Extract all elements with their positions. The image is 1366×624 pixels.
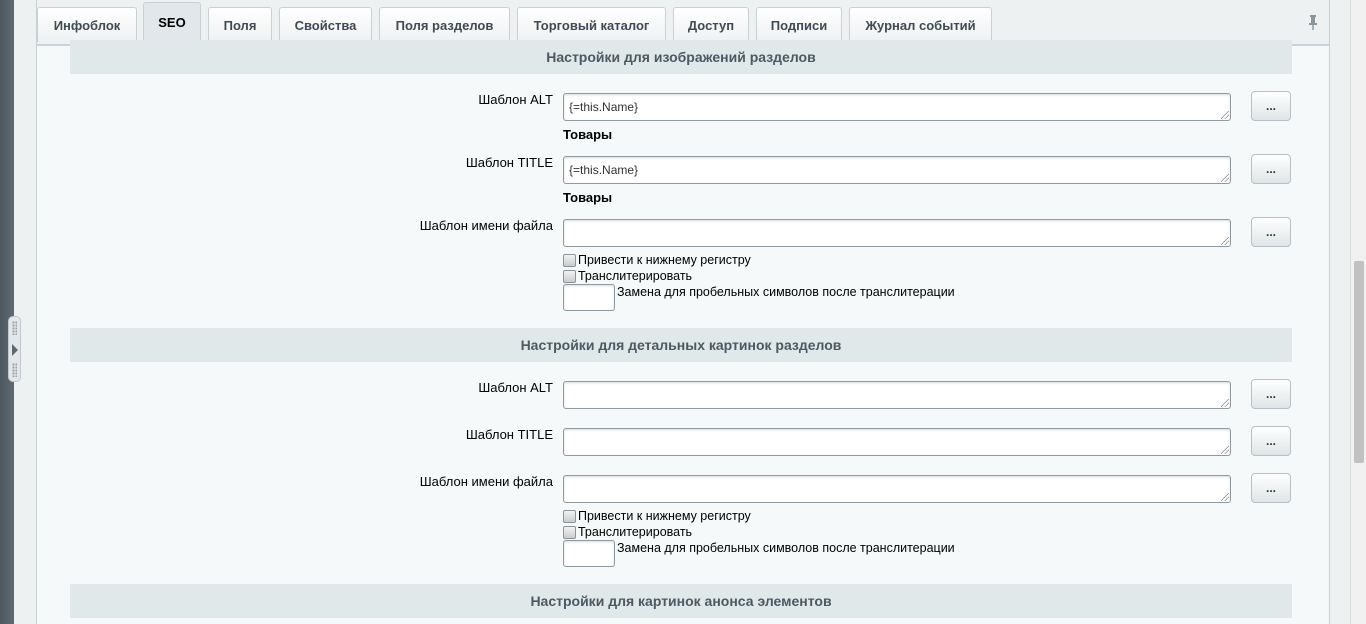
space-replace-input[interactable] <box>563 284 615 311</box>
settings-container <box>36 0 1330 624</box>
tab-infoblock[interactable]: Инфоблок <box>37 7 137 42</box>
tab-access[interactable]: Доступ <box>673 7 749 42</box>
space-replace-label: Замена для пробельных символов после транслитерации <box>617 541 955 555</box>
translit-label: Транслитерировать <box>578 269 693 283</box>
title-template-input[interactable] <box>563 156 1231 184</box>
translit-checkbox[interactable] <box>563 270 576 283</box>
tab-properties[interactable]: Свойства <box>279 7 372 42</box>
section-header-preview-images: Настройки для картинок анонса элементов <box>70 584 1292 618</box>
resize-handle-icon[interactable] <box>1221 111 1229 119</box>
grip-dots-icon <box>12 363 17 377</box>
resize-handle-icon[interactable] <box>1221 237 1229 245</box>
tab-fields[interactable]: Поля <box>208 7 272 42</box>
resize-handle-icon[interactable] <box>1221 493 1229 501</box>
filename-template-input[interactable] <box>563 219 1231 247</box>
alt-template-label: Шаблон ALT <box>478 92 553 107</box>
title-template-menu-button[interactable]: ... <box>1251 426 1291 456</box>
alt-template-input[interactable] <box>563 381 1231 409</box>
translit-option <box>563 524 692 540</box>
panel-collapse-handle[interactable] <box>8 316 21 382</box>
title-template-label: Шаблон TITLE <box>465 155 553 170</box>
resize-handle-icon[interactable] <box>1221 399 1229 407</box>
resize-handle-icon[interactable] <box>1221 174 1229 182</box>
title-template-preview: Товары <box>563 190 613 205</box>
title-template-value: {=this.Name} <box>569 163 639 177</box>
lowercase-option <box>563 508 751 524</box>
alt-template-menu-button[interactable]: ... <box>1251 379 1291 409</box>
filename-template-label: Шаблон имени файла <box>419 218 553 233</box>
lowercase-option <box>563 252 751 268</box>
space-replace-option <box>563 284 955 312</box>
alt-template-menu-button[interactable]: ... <box>1251 91 1291 121</box>
alt-template-value: {=this.Name} <box>569 100 639 114</box>
filename-template-menu-button[interactable]: ... <box>1251 473 1291 503</box>
tab-section-fields[interactable]: Поля разделов <box>379 7 510 42</box>
title-template-input[interactable] <box>563 428 1231 456</box>
tab-seo[interactable]: SEO <box>143 2 201 42</box>
lowercase-checkbox[interactable] <box>563 254 576 267</box>
space-replace-option <box>563 540 955 568</box>
resize-handle-icon[interactable] <box>1221 446 1229 454</box>
section-header-detail-images: Настройки для детальных картинок разделов <box>70 328 1292 362</box>
filename-template-label: Шаблон имени файла <box>419 474 553 489</box>
vertical-scrollbar[interactable] <box>1350 0 1366 624</box>
grip-dots-icon <box>12 321 17 335</box>
alt-template-preview: Товары <box>563 127 613 142</box>
pin-icon[interactable] <box>1306 14 1320 30</box>
alt-template-label: Шаблон ALT <box>478 380 553 395</box>
tab-captions[interactable]: Подписи <box>756 7 842 42</box>
space-replace-input[interactable] <box>563 540 615 567</box>
alt-template-input[interactable] <box>563 93 1231 121</box>
translit-option <box>563 268 692 284</box>
lowercase-label: Привести к нижнему регистру <box>578 509 751 523</box>
arrow-right-icon <box>12 344 18 356</box>
lowercase-label: Привести к нижнему регистру <box>578 253 751 267</box>
space-replace-label: Замена для пробельных символов после транслитерации <box>617 285 955 299</box>
scrollbar-thumb[interactable] <box>1354 261 1364 463</box>
lowercase-checkbox[interactable] <box>563 510 576 523</box>
tab-event-log[interactable]: Журнал событий <box>849 7 992 42</box>
translit-checkbox[interactable] <box>563 526 576 539</box>
filename-template-input[interactable] <box>563 475 1231 503</box>
title-template-menu-button[interactable]: ... <box>1251 154 1291 184</box>
left-panel-strip <box>0 0 14 624</box>
translit-label: Транслитерировать <box>578 525 693 539</box>
filename-template-menu-button[interactable]: ... <box>1251 217 1291 247</box>
tab-trade-catalog[interactable]: Торговый каталог <box>517 7 666 42</box>
title-template-label: Шаблон TITLE <box>465 427 553 442</box>
section-header-section-images: Настройки для изображений разделов <box>70 40 1292 74</box>
